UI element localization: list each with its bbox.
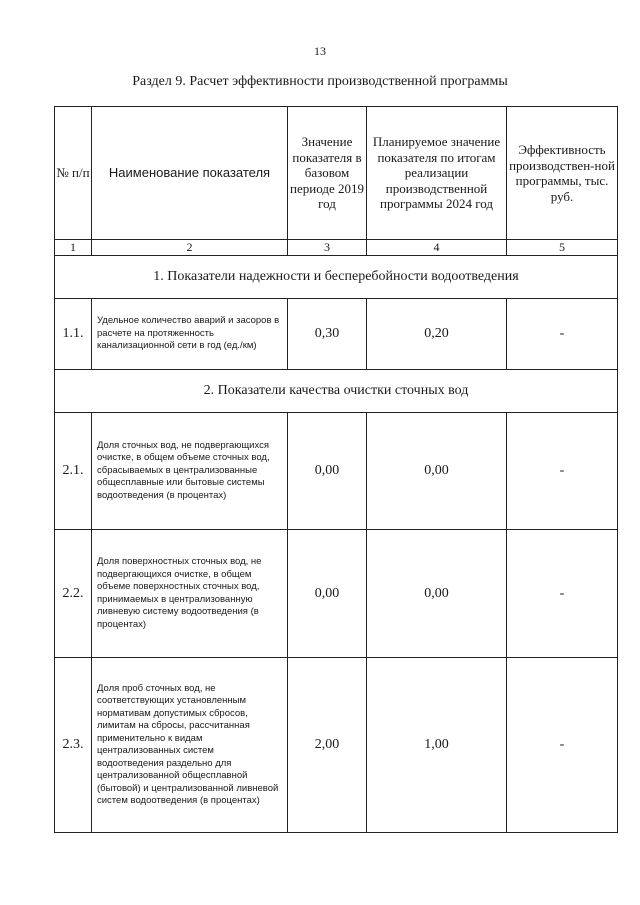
base-value: 2,00 xyxy=(288,658,367,833)
indicator-name: Доля поверхностных сточных вод, не подвергающихся очистке, в общем объеме поверхностных сточных вод, принимаемых в централизованную ливневую систему водоотведения (в процентах) xyxy=(92,530,288,658)
column-index: 4 xyxy=(367,240,507,256)
row-number: 1.1. xyxy=(55,299,92,370)
base-value: 0,00 xyxy=(288,413,367,530)
header-col-base: Значение показателя в базовом периоде 2019 год xyxy=(288,107,367,240)
group-header-row xyxy=(55,256,618,299)
group-title-quality: 2. Показатели качества очистки сточных вод xyxy=(55,370,618,413)
row-number: 2.3. xyxy=(55,658,92,833)
indicator-name: Доля сточных вод, не подвергающихся очистке, в общем объеме сточных вод, сбрасываемых в централизованные общесплавные или бытовые системы водоотведения (в процентах) xyxy=(92,413,288,530)
efficiency-table xyxy=(54,106,618,833)
planned-value: 0,20 xyxy=(367,299,507,370)
row-number: 2.2. xyxy=(55,530,92,658)
planned-value: 0,00 xyxy=(367,413,507,530)
page-number: 13 xyxy=(314,44,326,58)
table-row xyxy=(55,299,618,370)
base-value: 0,00 xyxy=(288,530,367,658)
effect-value: - xyxy=(507,299,618,370)
table-row xyxy=(55,413,618,530)
planned-value: 1,00 xyxy=(367,658,507,833)
planned-value: 0,00 xyxy=(367,530,507,658)
column-index: 5 xyxy=(507,240,618,256)
indicator-name: Удельное количество аварий и засоров в расчете на протяженность канализационной сети в год (ед./км) xyxy=(92,299,288,370)
header-col-effect: Эффективность производствен-ной программы, тыс. руб. xyxy=(507,107,618,240)
indicator-name: Доля проб сточных вод, не соответствующих установленным нормативам допустимых сбросов, лимитам на сбросы, рассчитанная применительно к видам централизованных систем водоотведения раздельно для централизованной общесплавной (бытовой) и централизованной ливневой систем водоотведения (в процентах) xyxy=(92,658,288,833)
effect-value: - xyxy=(507,658,618,833)
section-title: Раздел 9. Расчет эффективности производственной программы xyxy=(132,74,508,89)
column-index: 3 xyxy=(288,240,367,256)
header-col-number: № п/п xyxy=(55,107,92,240)
column-index: 2 xyxy=(92,240,288,256)
effect-value: - xyxy=(507,530,618,658)
row-number: 2.1. xyxy=(55,413,92,530)
table-header-row xyxy=(55,107,618,240)
group-header-row xyxy=(55,370,618,413)
column-index-row xyxy=(55,240,618,256)
header-col-planned: Планируемое значение показателя по итогам реализации производственной программы 2024 год xyxy=(367,107,507,240)
effect-value: - xyxy=(507,413,618,530)
header-col-name: Наименование показателя xyxy=(92,107,288,240)
table-row xyxy=(55,658,618,833)
base-value: 0,30 xyxy=(288,299,367,370)
table-row xyxy=(55,530,618,658)
group-title-reliability: 1. Показатели надежности и бесперебойности водоотведения xyxy=(55,256,618,299)
column-index: 1 xyxy=(55,240,92,256)
